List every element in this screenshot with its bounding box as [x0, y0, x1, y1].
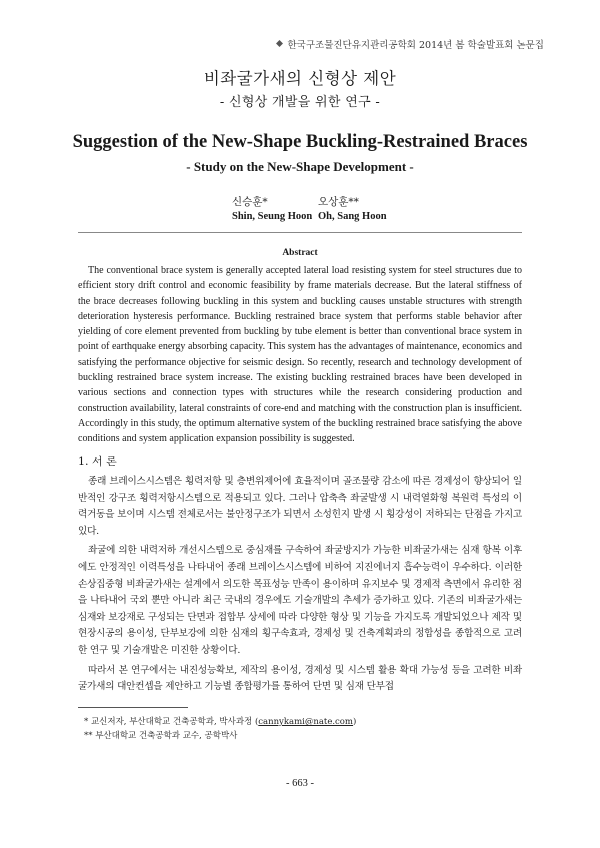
author-2-korean: 오상훈**	[318, 196, 359, 208]
body-paragraph: 따라서 본 연구에서는 내진성능확보, 제작의 용이성, 경제성 및 시스템 활용 확대 가능성 등을 고려한 비좌굴가새의 대안컨셉을 제안하고 기능별 종합평가를 통하여 단면 및 심재 단부접	[78, 664, 522, 693]
page-number: - 663 -	[286, 778, 314, 789]
society-logo-icon	[275, 40, 284, 49]
body-paragraph: 종래 브레이스시스템은 횡력저항 및 층변위제어에 효율적이며 골조물량 감소에 따른 경제성이 향상되어 일반적인 강구조 횡력저항시스템으로 적용되고 있다. 그러나 압축측 좌굴발생 시 내력열화형 복원력 특성의 이력거동을 보이며 시스템 전체로서는 불안정구조가 되면서 소성힌지 발생 시 횡강성이 저하되는 단점을 가지고 있다.	[78, 476, 522, 537]
section-body	[78, 474, 522, 699]
author-2-english: Oh, Sang Hoon	[318, 211, 387, 222]
abstract-heading: Abstract	[282, 248, 318, 258]
abstract-text: The conventional brace system is generally accepted lateral load resisting system for steel structures due to efficient story drift control and economic feasibility by frame materials decrease. But the lateral stiffness of the brace decreases following buckling in this system and buckling causes unstable structures with strength deterioration hysteresis performance. Buckling restrained brace system that performs stable behavior after yielding of core element prevented from buckling by tube element is better than conventional brace system in point of earthquake energy absorbing capacity. This system has the advantages of maintenance, economics and satisfying the performance objective for seismic design. So recently, research and technology development of buckling restrained brace system increase. The existing buckling restrained braces have been developed in various sections and connection types with structures while the research considering production and construction availability, lateral constraints of core-end and matching with the construction plan is insufficient. Accordingly in this study, the optimum alternative system of the buckling restrained brace satisfying the above conditions and system application expansion possibility is suggested.	[78, 265, 522, 445]
footnote-2: ** 부산대학교 건축공학과 교수, 공학박사	[84, 730, 238, 741]
body-paragraph: 좌굴에 의한 내력저하 개선시스템으로 중심재를 구속하여 좌굴방지가 가능한 비좌굴가새는 심재 항복 이후에도 안정적인 이력특성을 나타내어 종래 브레이스시스템에 비하여 지진에너지 흡수능력이 우수하다. 이러한 손상집중형 비좌굴가새는 설계에서 의도한 목표성능 만족이 용이하며 유지보수 및 경제적 측면에서 유리한 점을 나타내어 국외 뿐만 아니라 최근 국내의 경우에도 기술개발의 추세가 증가하고 있다. 기존의 비좌굴가새는 심재와 보강재로 구성되는 단면과 접합부 상세에 따라 다양한 형상 및 기능을 가지도록 개발되었으나 제작 및 현장시공의 용이성, 단부보강에 의한 심재의 횡구속효과, 경제성 및 건축계획과의 정합성을 종합적으로 고려한 연구 및 기술개발은 미진한 상황이다.	[78, 545, 522, 656]
conference-header	[275, 37, 544, 51]
email-link[interactable]: cannykami@nate.com	[258, 717, 353, 727]
abstract-divider	[78, 232, 522, 233]
footnote-1: * 교신저자, 부산대학교 건축공학과, 박사과정 (cannykami@nate.com)	[84, 717, 357, 727]
author-1-english: Shin, Seung Hoon	[232, 211, 313, 222]
korean-subtitle: - 신형상 개발을 위한 연구 -	[219, 95, 381, 110]
author-1-korean: 신승훈*	[232, 196, 268, 208]
footnote-divider	[78, 707, 188, 708]
korean-title: 비좌굴가새의 신형상 제안	[203, 69, 397, 88]
footnotes	[84, 716, 356, 743]
english-title: Suggestion of the New-Shape Buckling-Restrained Braces	[72, 132, 528, 152]
section-heading: 1. 서 론	[78, 455, 117, 468]
conference-name: 한국구조물진단유지관리공학회 2014년 봄 학술발표회 논문집	[287, 40, 544, 51]
english-subtitle: - Study on the New-Shape Development -	[186, 159, 414, 174]
